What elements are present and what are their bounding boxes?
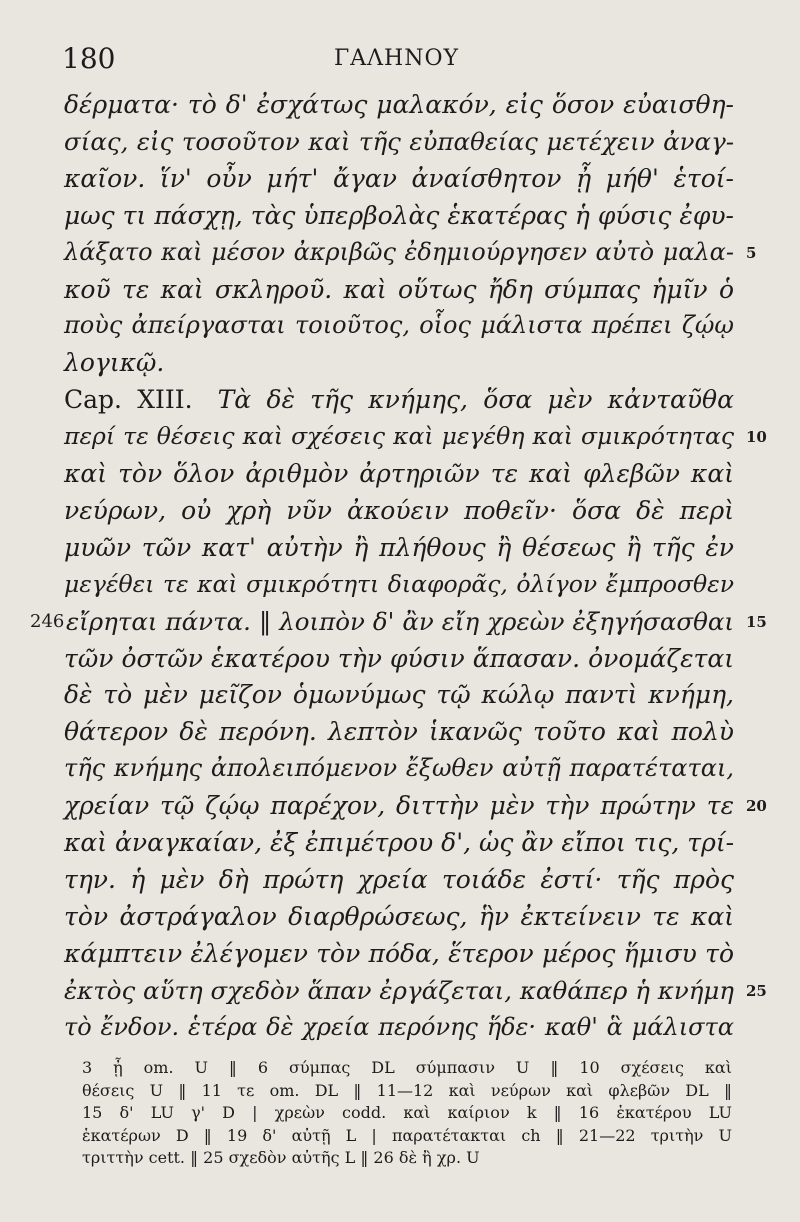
footnote-line: τριττὴν cett. ‖ 25 σχεδὸν αὐτῆς L ‖ 26 δὲ ἢ χρ. U [82, 1148, 480, 1167]
line-number: 10 [746, 428, 767, 447]
line-text: μεγέθει τε καὶ σμικρότητι διαφορᾶς, ὀλίγον ἔμπροσθεν [64, 569, 734, 598]
footnote-line: ἑκατέρων D ‖ 19 δ' αὐτῇ L | παρατέτακται ch ‖ 21—22 τριτὴν U [82, 1125, 732, 1145]
text-line [0, 201, 800, 241]
text-line [0, 939, 800, 979]
line-text: ποὺς ἀπείργασται τοιοῦτος, οἷος μάλιστα πρέπει ζῴῳ [64, 311, 734, 340]
line-text: νεύρων, οὐ χρὴ νῦν ἀκούειν ποθεῖν· ὅσα δὲ περὶ [64, 495, 734, 525]
line-text: καὶ τὸν ὅλον ἀριθμὸν ἀρτηριῶν τε καὶ φλεβῶν καὶ [64, 459, 734, 488]
text-line [0, 90, 800, 130]
text-line [0, 348, 800, 388]
line-text: μως τι πάσχῃ, τὰς ὑπερβολὰς ἑκατέρας ἡ φύσις ἐφυ- [64, 200, 734, 230]
line-text: τῆς κνήμης ἀπολειπόμενον ἔξωθεν αὐτῇ παρατέταται, [64, 754, 734, 783]
line-text: κάμπτειν ἐλέγομεν τὸν πόδα, ἕτερον μέρος ἥμισυ τὸ [64, 938, 734, 968]
line-text: λογικῷ. [64, 348, 165, 378]
text-line [0, 496, 800, 536]
text-line [0, 717, 800, 757]
text-line [0, 533, 800, 573]
text-line [0, 865, 800, 905]
text-line [0, 902, 800, 942]
line-number: 25 [746, 981, 767, 1000]
text-line [0, 791, 800, 831]
line-text: λάξατο καὶ μέσον ἀκριβῶς ἐδημιούργησεν αὐτὸ μαλα- [64, 237, 734, 266]
line-text: δὲ τὸ μὲν μεῖζον ὁμωνύμως τῷ κώλῳ παντὶ κνήμη, [64, 680, 734, 710]
text-line [0, 607, 800, 647]
text-line [0, 164, 800, 204]
line-text: τὸ ἔνδον. ἑτέρα δὲ χρεία περόνης ἥδε· καθ' ἃ μάλιστα [64, 1012, 734, 1041]
text-line [0, 754, 800, 794]
line-number: 20 [746, 797, 767, 816]
footnote-line: 3 ᾖ om. U ‖ 6 σύμπας DL σύμπασιν U ‖ 10 σχέσεις καὶ [82, 1058, 732, 1077]
page-number: 180 [62, 42, 116, 75]
line-text: την. ἡ μὲν δὴ πρώτη χρεία τοιάδε ἐστί· τῆς πρὸς [64, 864, 734, 894]
text-line [0, 976, 800, 1016]
line-text: ἐκτὸς αὕτη σχεδὸν ἅπαν ἐργάζεται, καθάπερ ἡ κνήμη [64, 975, 734, 1005]
text-line [0, 127, 800, 167]
text-line [0, 459, 800, 499]
line-text: καῖον. ἵν' οὖν μήτ' ἄγαν ἀναίσθητον ᾖ μήθ' ἑτοί- [64, 163, 734, 193]
line-text: θάτερον δὲ περόνη. λεπτὸν ἱκανῶς τοῦτο καὶ πολὺ [64, 717, 734, 747]
line-text: σίας, εἰς τοσοῦτον καὶ τῆς εὐπαθείας μετέχειν ἀναγ- [64, 126, 734, 156]
line-text: Τὰ δὲ τῆς κνήμης, ὅσα μὲν κἀνταῦθα [217, 385, 734, 415]
text-line [0, 311, 800, 351]
text-line [0, 570, 800, 610]
text-line [0, 680, 800, 720]
line-text: περί τε θέσεις καὶ σχέσεις καὶ μεγέθη καὶ σμικρότητας [64, 422, 734, 451]
text-line [0, 1013, 800, 1053]
page-header [62, 38, 752, 78]
footnote-line: 15 δ' LU γ' D | χρεὼν codd. καὶ καίριον k ‖ 16 ἑκατέρου LU [82, 1103, 732, 1122]
chapter-start-line [64, 385, 734, 414]
text-line [0, 422, 800, 462]
footnote-line: θέσεις U ‖ 11 τε om. DL ‖ 11—12 καὶ νεύρων καὶ φλεβῶν DL ‖ [82, 1080, 732, 1100]
line-number: 15 [746, 612, 767, 631]
line-text: τὸν ἀστράγαλον διαρθρώσεως, ἣν ἐκτείνειν τε καὶ [64, 901, 734, 931]
text-line [0, 385, 800, 425]
chapter-heading: Cap. XIII. [64, 385, 193, 415]
line-text: τῶν ὀστῶν ἑκατέρου τὴν φύσιν ἅπασαν. ὀνομάζεται [64, 643, 734, 673]
text-line [0, 644, 800, 684]
line-number: 5 [746, 243, 757, 262]
running-head: ΓΑΛΗΝΟΥ [334, 46, 460, 71]
margin-page-reference: 246 [30, 610, 65, 632]
text-line [0, 275, 800, 315]
line-text: καὶ ἀναγκαίαν, ἐξ ἐπιμέτρου δ', ὡς ἂν εἴποι τις, τρί- [64, 828, 735, 857]
line-text: κοῦ τε καὶ σκληροῦ. καὶ οὕτως ἤδη σύμπας ἡμῖν ὁ [64, 274, 734, 304]
line-text: εἴρηται πάντα. ‖ λοιπὸν δ' ἂν εἴη χρεὼν ἐξηγήσασθαι [66, 606, 734, 636]
line-text: χρείαν τῷ ζῴῳ παρέχον, διττὴν μὲν τὴν πρώτην τε [64, 791, 734, 821]
text-line [0, 238, 800, 278]
line-text: μυῶν τῶν κατ' αὐτὴν ἢ πλήθους ἢ θέσεως ἢ τῆς ἐν [64, 532, 734, 562]
line-text: δέρματα· τὸ δ' ἐσχάτως μαλακόν, εἰς ὅσον εὐαισθη- [64, 90, 734, 119]
text-line [0, 828, 800, 868]
